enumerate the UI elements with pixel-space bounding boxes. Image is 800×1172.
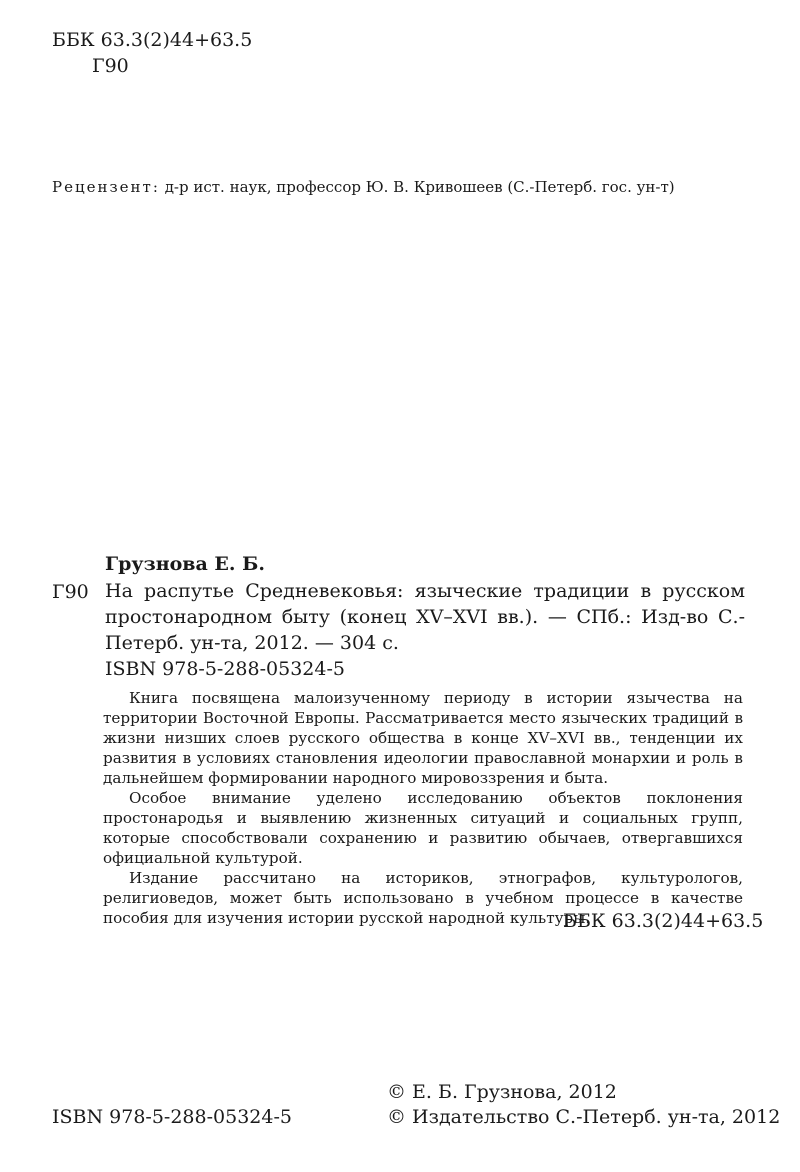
author-code: Г90 [52,581,89,603]
copyright-author: © Е. Б. Грузнова, 2012 [387,1081,617,1103]
bibliographic-description [105,578,745,682]
copyright-publisher: © Издательство С.-Петерб. ун-та, 2012 [387,1106,781,1128]
reviewer-text: д-р ист. наук, профессор Ю. В. Кривошеев (С.-Петерб. гос. ун-т) [164,178,675,196]
author-name: Грузнова Е. Б. [105,553,265,575]
isbn-inline: ISBN 978-5-288-05324-5 [105,658,345,680]
reviewer-line [52,177,675,197]
bbk-index-top: ББК 63.3(2)44+63.5 [52,29,253,51]
description-text: На распутье Средневековья: языческие традиции в русском простонародном быту (конец XV–XVI вв.). — СПб.: Изд-во С.-Петерб. ун-та, 2012. — 304 с. [105,580,745,654]
bbk-index-bottom: ББК 63.3(2)44+63.5 [563,910,764,932]
annotation-paragraph: Издание рассчитано на историков, этнографов, культурологов, религиоведов, может быть использовано в учебном процессе в качестве пособия для изучения истории русской народной культуры. [103,869,743,927]
reviewer-label: Рецензент: [52,178,160,196]
isbn-footer: ISBN 978-5-288-05324-5 [52,1106,292,1128]
annotation [103,688,743,928]
author-code-top: Г90 [92,55,129,77]
annotation-paragraph: Книга посвящена малоизученному периоду в истории язычества на территории Восточной Европы. Рассматривается место языческих традиций в жизни низших слоев русского общества в конце XV–XVI вв., тенденции их развития в условиях становления идеологии православной монархии и роль в дальнейшем формировании народного мировоззрения и быта. [103,689,743,787]
annotation-paragraph: Особое внимание уделено исследованию объектов поклонения простонародья и выявлению жизненных ситуаций и социальных групп, которые способствовали сохранению и развитию обычаев, отвергавшихся официальной культурой. [103,789,743,867]
